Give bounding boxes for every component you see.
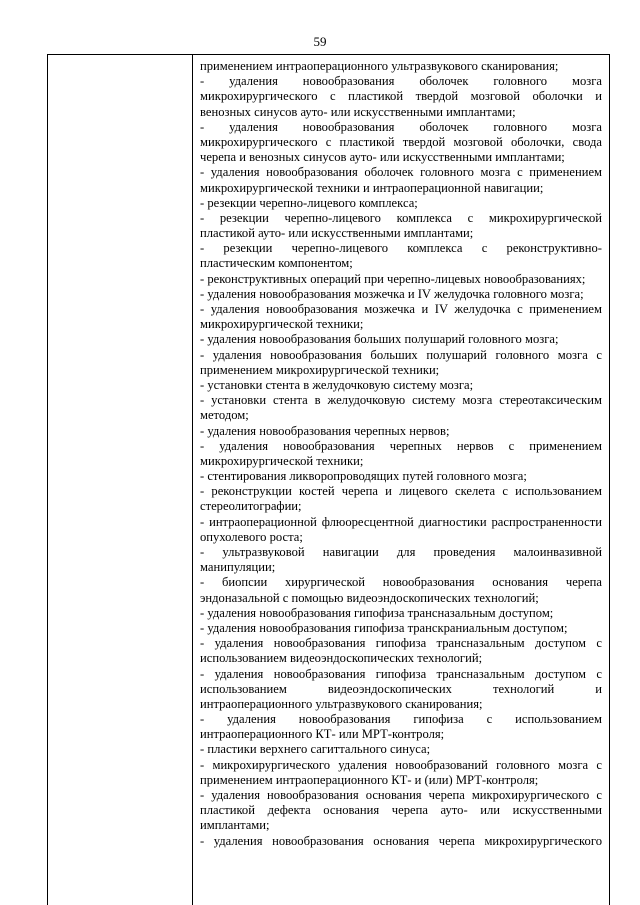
text-line: - удаления новообразования гипофиза трансназальным доступом с [200, 636, 602, 651]
text-line: - реконструкции костей черепа и лицевого скелета с использованием [200, 484, 602, 499]
text-line: манипуляции; [200, 560, 276, 575]
text-line: - удаления новообразования гипофиза с использованием [200, 712, 602, 727]
text-line: - резекции черепно-лицевого комплекса с реконструктивно- [200, 241, 602, 256]
text-line: - установки стента в желудочковую систему мозга стереотаксическим [200, 393, 602, 408]
text-line: - удаления новообразования черепных нервов с применением [200, 438, 602, 453]
text-line: - реконструктивных операций при черепно-лицевых новообразованиях; [200, 271, 586, 286]
text-line: - резекции черепно-лицевого комплекса; [200, 195, 418, 210]
text-line: интраоперационного КТ- или МРТ-контроля; [200, 727, 445, 742]
text-line: - удаления новообразования гипофиза трансназальным доступом с [200, 666, 602, 681]
text-line: микрохирургической техники; [200, 317, 364, 332]
text-line: эндоназальной с помощью видеоэндоскопических технологий; [200, 590, 539, 605]
text-line: опухолевого роста; [200, 529, 303, 544]
column-divider [192, 55, 193, 905]
text-line: микрохирургической техники; [200, 453, 364, 468]
text-line: - удаления новообразования оболочек головного мозга с применением [200, 165, 602, 180]
text-line: черепа и венозных синусов ауто- или искусственными имплантами; [200, 150, 565, 165]
text-line: - удаления новообразования черепных нервов; [200, 423, 450, 438]
text-line: использованием видеоэндоскопических технологий и [200, 681, 602, 696]
page-number: 59 [313, 34, 327, 49]
text-line: пластикой ауто- или искусственными имплантами; [200, 226, 474, 241]
text-line: - биопсии хирургической новообразования основания черепа [200, 575, 602, 590]
text-line: использованием видеоэндоскопических технологий; [200, 651, 483, 666]
text-line: пластикой дефекта основания черепа ауто- или искусственными [200, 803, 602, 818]
text-line: - ультразвуковой навигации для проведения малоинвазивной [200, 545, 602, 559]
procedure-list-cell [200, 59, 602, 849]
text-line: стереолитографии; [200, 499, 302, 514]
text-line: имплантами; [200, 818, 270, 833]
text-line: - удаления новообразования оболочек головного мозга [200, 119, 602, 134]
text-line: - резекции черепно-лицевого комплекса с микрохирургической [200, 210, 602, 225]
text-line: применением интраоперационного КТ- и (или) МРТ-контроля; [200, 772, 539, 787]
text-line: - удаления новообразования гипофиза трансназальным доступом; [200, 605, 554, 620]
text-line: интраоперационного ультразвукового сканирования; [200, 696, 483, 711]
text-line: - удаления новообразования мозжечка и IV желудочка с применением [200, 302, 602, 316]
text-line: применением интраоперационного ультразвукового сканирования; [200, 59, 559, 73]
text-line: - установки стента в желудочковую систему мозга; [200, 377, 474, 392]
text-line: - стентирования ликворопроводящих путей головного мозга; [200, 469, 527, 484]
text-line: методом; [200, 408, 249, 423]
text-line: - удаления новообразования больших полушарий головного мозга с [200, 347, 602, 362]
text-line: - удаления новообразования оболочек головного мозга [200, 74, 602, 89]
text-line: - интраоперационной флюоресцентной диагностики распространенности [200, 514, 602, 529]
text-line: - удаления новообразования основания черепа микрохирургического [200, 833, 602, 848]
text-line: - пластики верхнего сагиттального синуса; [200, 742, 431, 757]
text-line: микрохирургического с пластикой твердой мозговой оболочки, свода [200, 134, 602, 149]
text-line: пластическим компонентом; [200, 256, 353, 271]
text-line: микрохирургического с пластикой твердой мозговой оболочки и [200, 89, 602, 104]
document-table [47, 54, 610, 905]
text-line: - удаления новообразования гипофиза транскраниальным доступом; [200, 620, 568, 635]
text-line: - удаления новообразования мозжечка и IV желудочка головного мозга; [200, 286, 584, 301]
text-line: - микрохирургического удаления новообразований головного мозга с [200, 757, 602, 772]
text-line: - удаления новообразования больших полушарий головного мозга; [200, 332, 559, 347]
text-line: - удаления новообразования основания черепа микрохирургического с [200, 788, 602, 802]
text-line: микрохирургической техники и интраоперационной навигации; [200, 180, 544, 195]
text-line: венозных синусов ауто- или искусственными имплантами; [200, 104, 516, 119]
text-line: применением микрохирургической техники; [200, 362, 440, 377]
